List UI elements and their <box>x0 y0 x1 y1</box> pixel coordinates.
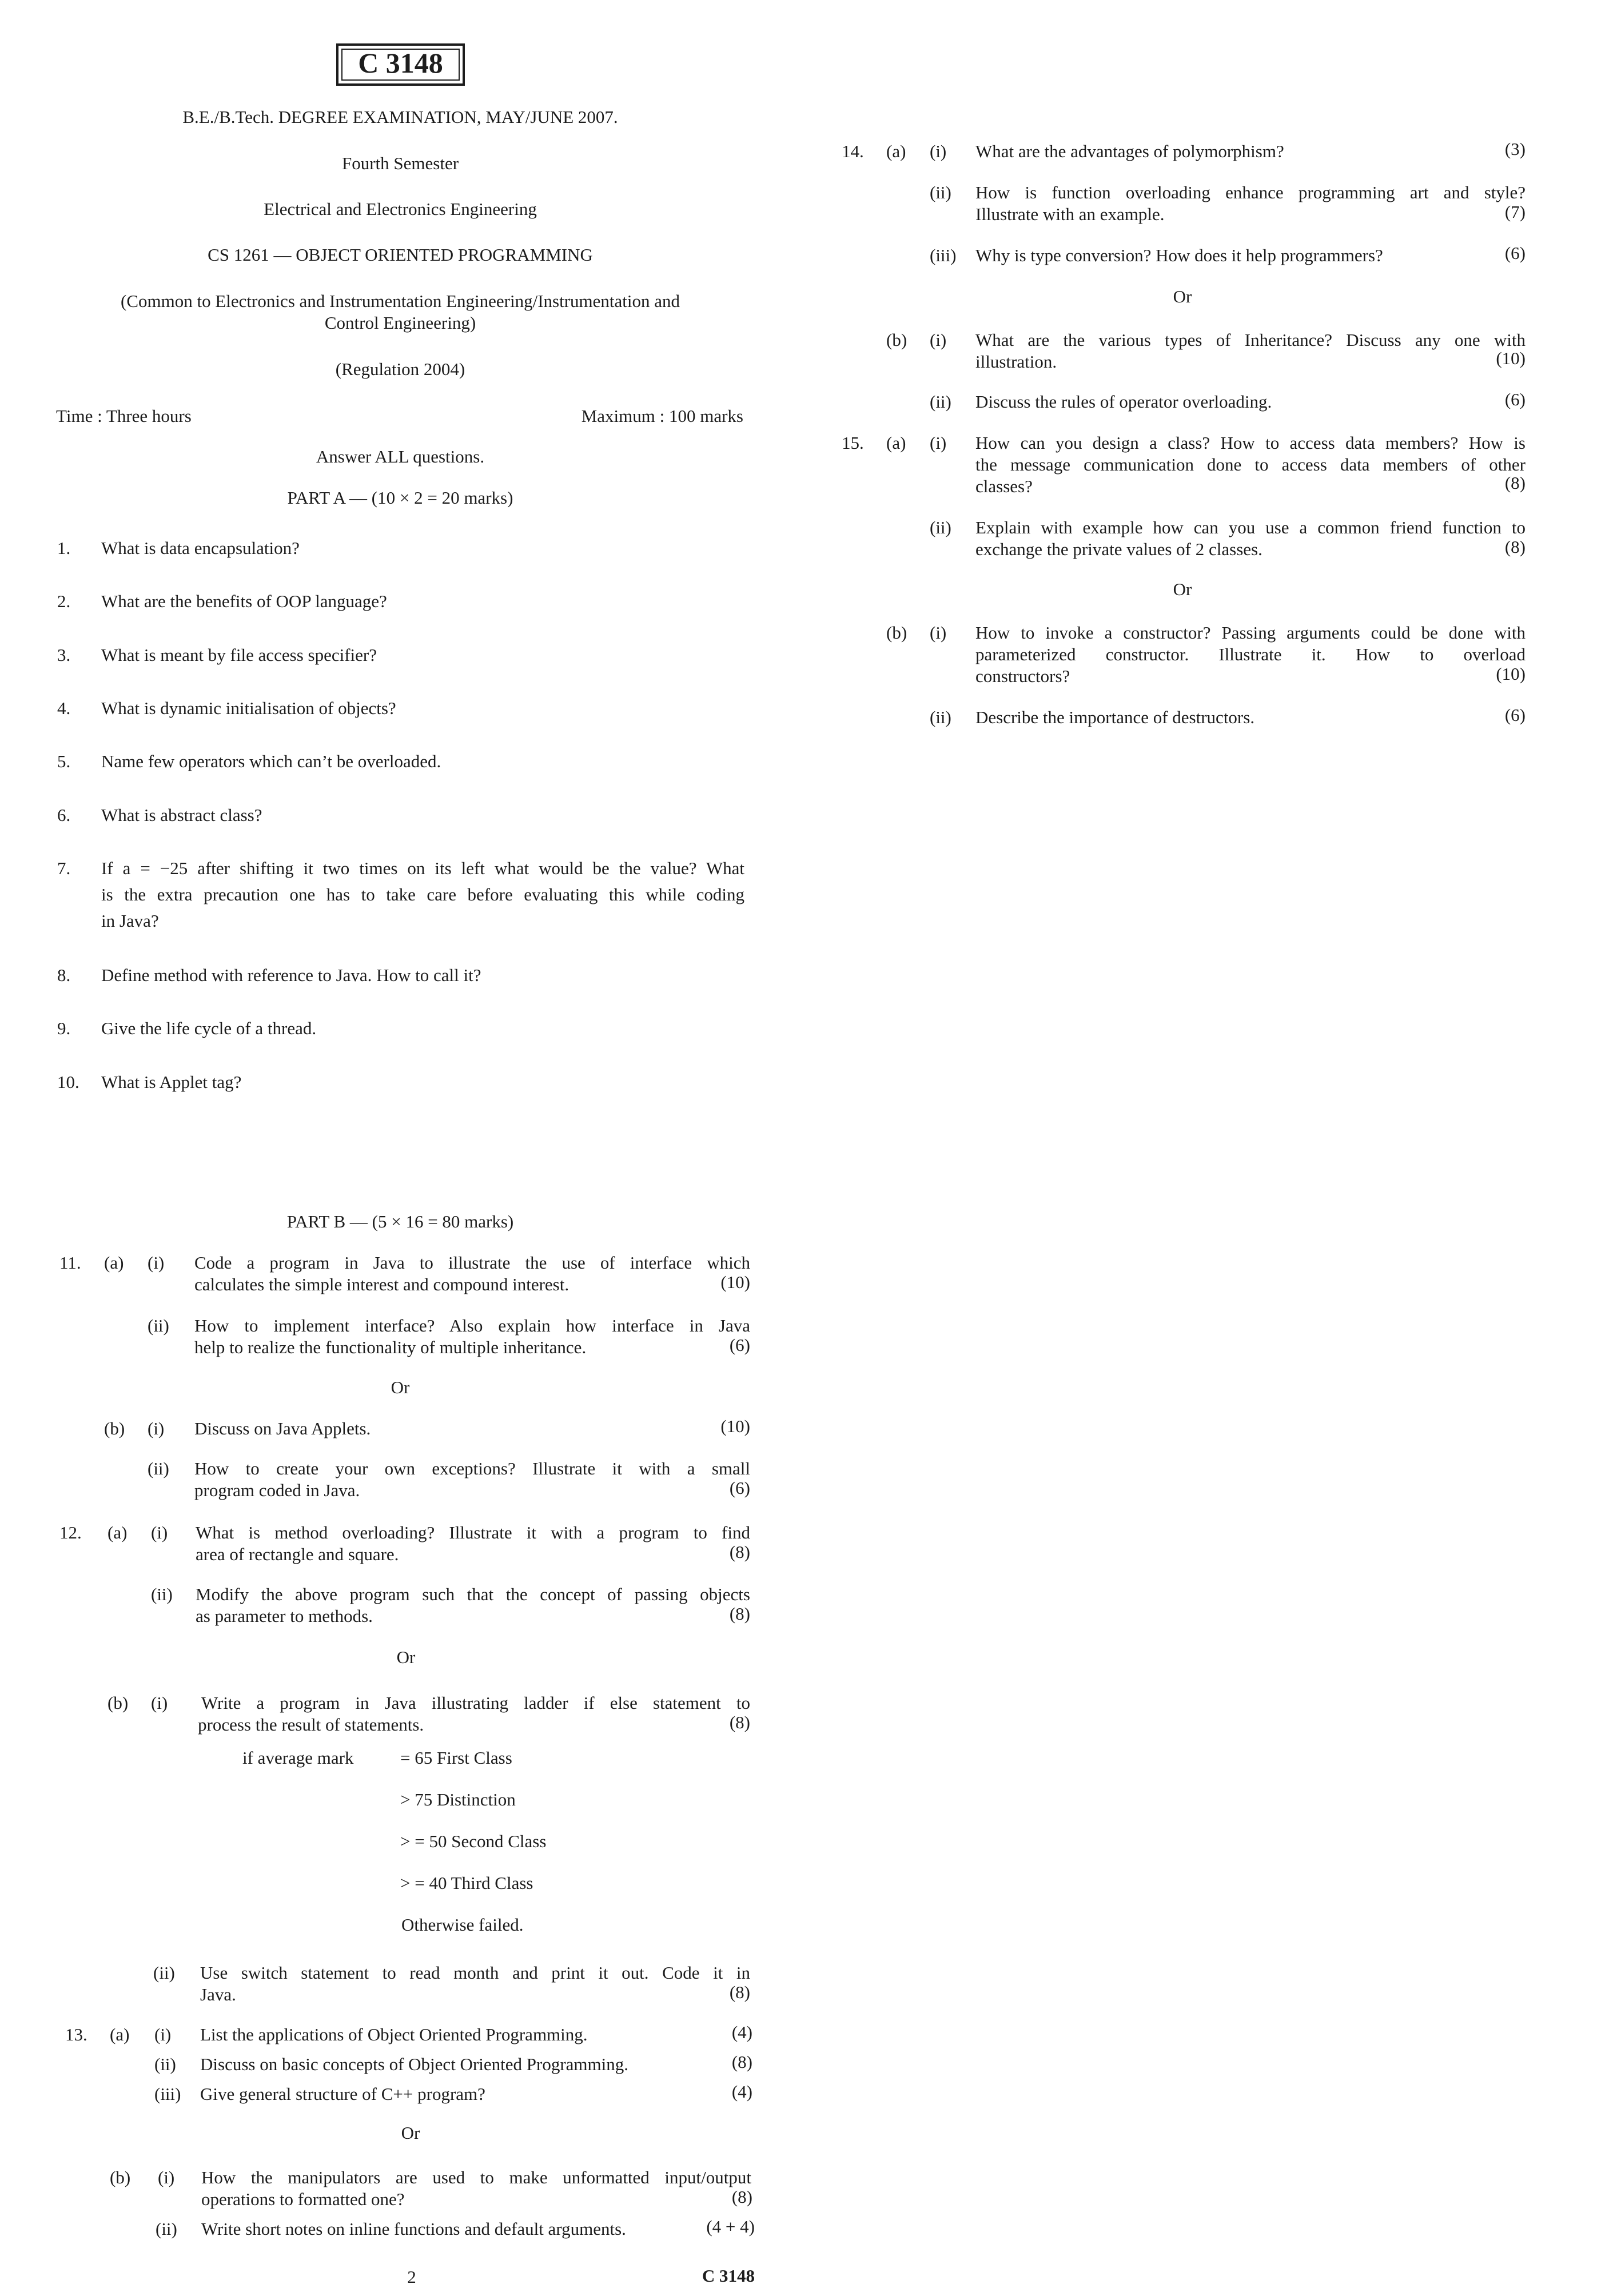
question-number: 6. <box>57 805 71 825</box>
part-b-title: PART B — (5 × 16 = 80 marks) <box>286 1211 514 1231</box>
question-text: Discuss on basic concepts of Object Oriented Programming. <box>200 2054 628 2074</box>
or-separator: Or <box>1173 286 1192 306</box>
or-separator: Or <box>391 1377 410 1397</box>
part-label: (b) <box>110 2167 131 2187</box>
subpart-label: (i) <box>154 2024 172 2044</box>
part-label: (b) <box>886 330 907 350</box>
marks: (4) <box>731 2022 752 2042</box>
question-text: Give the life cycle of a thread. <box>101 1018 317 1038</box>
marks: (8) <box>729 1604 750 1624</box>
marks: (4) <box>731 2082 752 2102</box>
subpart-label: (iii) <box>154 2084 181 2104</box>
question-text: What is Applet tag? <box>101 1072 242 1092</box>
question-text: What are the various types of Inheritance? Discuss any one with <box>975 330 1526 350</box>
question-text: What is data encapsulation? <box>101 538 300 558</box>
question-number: 1. <box>57 538 71 558</box>
ladder-label: if average mark <box>242 1748 354 1768</box>
question-number: 7. <box>57 858 71 878</box>
subpart-label: (ii) <box>148 1458 169 1478</box>
subpart-label: (i) <box>151 1522 168 1542</box>
marks: (8) <box>1504 537 1526 557</box>
part-label: (a) <box>107 1522 128 1542</box>
part-label: (a) <box>886 433 906 453</box>
marks: (6) <box>1504 389 1526 409</box>
question-text: classes? <box>975 476 1033 496</box>
marks: (4 + 4) <box>706 2217 755 2237</box>
part-label: (b) <box>886 623 907 643</box>
semester: Fourth Semester <box>341 153 459 173</box>
question-text: area of rectangle and square. <box>196 1544 399 1564</box>
subpart-label: (i) <box>148 1253 165 1273</box>
marks: (10) <box>1496 348 1526 368</box>
question-text: in Java? <box>101 911 159 931</box>
subpart-label: (i) <box>930 623 947 643</box>
marks: (8) <box>729 1712 750 1732</box>
question-text: Java. <box>200 1984 236 2004</box>
marks: (7) <box>1504 202 1526 222</box>
question-text: as parameter to methods. <box>196 1606 373 1626</box>
question-text: How to invoke a constructor? Passing arguments could be done with <box>975 623 1526 643</box>
common-note-line1: (Common to Electronics and Instrumentation Engineering/Instrumentation and <box>121 291 680 311</box>
question-text: List the applications of Object Oriented Programming. <box>200 2024 588 2044</box>
question-text: What are the benefits of OOP language? <box>101 591 387 611</box>
subpart-label: (i) <box>158 2167 175 2187</box>
question-text: What is method overloading? Illustrate it with a program to find <box>196 1522 750 1542</box>
question-text: Describe the importance of destructors. <box>975 707 1255 727</box>
question-text: help to realize the functionality of multiple inheritance. <box>194 1337 587 1357</box>
part-label: (b) <box>104 1418 125 1438</box>
common-note-line2: Control Engineering) <box>324 313 476 333</box>
question-text: What is meant by file access specifier? <box>101 645 377 665</box>
part-label: (b) <box>107 1693 129 1713</box>
subpart-label: (i) <box>148 1418 165 1438</box>
footer-code: C 3148 <box>702 2266 755 2286</box>
question-text: Name few operators which can’t be overloaded. <box>101 751 441 771</box>
question-number: 3. <box>57 645 71 665</box>
question-text: program coded in Java. <box>194 1480 360 1500</box>
subpart-label: (ii) <box>930 182 951 202</box>
question-text: operations to formatted one? <box>201 2189 405 2209</box>
subpart-label: (i) <box>930 330 947 350</box>
question-text: illustration. <box>975 352 1057 372</box>
question-text: is the extra precaution one has to take care before evaluating this while coding <box>101 884 744 904</box>
regulation: (Regulation 2004) <box>335 359 465 379</box>
subpart-label: (ii) <box>930 392 951 412</box>
question-number: 12. <box>59 1522 82 1542</box>
question-text: How to create your own exceptions? Illustrate it with a small <box>194 1458 750 1478</box>
question-text: Write short notes on inline functions and default arguments. <box>201 2219 626 2239</box>
question-text: How the manipulators are used to make unformatted input/output <box>201 2167 751 2187</box>
question-text: How is function overloading enhance programming art and style? <box>975 182 1526 202</box>
question-number: 8. <box>57 965 71 985</box>
ladder-condition: > 75 Distinction <box>400 1789 516 1809</box>
or-separator: Or <box>1173 579 1192 599</box>
question-text: process the result of statements. <box>198 1715 424 1735</box>
paper-code: C 3148 <box>358 47 443 79</box>
question-number: 11. <box>59 1253 81 1273</box>
department: Electrical and Electronics Engineering <box>264 199 537 219</box>
question-number: 15. <box>842 433 864 453</box>
subpart-label: (iii) <box>930 245 957 265</box>
page-number: 2 <box>407 2267 416 2287</box>
marks: (6) <box>729 1478 750 1498</box>
question-number: 14. <box>842 141 864 161</box>
question-text: Write a program in Java illustrating ladder if else statement to <box>201 1693 750 1713</box>
question-text: Give general structure of C++ program? <box>200 2084 485 2104</box>
maximum-marks: Maximum : 100 marks <box>581 406 743 426</box>
question-text: calculates the simple interest and compound interest. <box>194 1274 569 1294</box>
question-text: Use switch statement to read month and print it out. Code it in <box>200 1963 750 1983</box>
question-number: 10. <box>57 1072 79 1092</box>
ladder-condition: Otherwise failed. <box>401 1915 524 1935</box>
marks: (6) <box>729 1335 750 1355</box>
question-text: Code a program in Java to illustrate the use of interface which <box>194 1253 750 1273</box>
ladder-condition: > = 50 Second Class <box>400 1831 547 1851</box>
marks: (3) <box>1504 139 1526 159</box>
subpart-label: (ii) <box>153 1963 175 1983</box>
question-text: If a = −25 after shifting it two times on its left what would be the value? What <box>101 858 744 878</box>
part-label: (a) <box>886 141 906 161</box>
subpart-label: (ii) <box>151 1584 173 1604</box>
instructions: Answer ALL questions. <box>316 447 485 467</box>
marks: (6) <box>1504 243 1526 263</box>
subpart-label: (i) <box>930 433 947 453</box>
question-text: Illustrate with an example. <box>975 204 1165 224</box>
question-text: Explain with example how can you use a common friend function to <box>975 517 1526 537</box>
question-text: exchange the private values of 2 classes. <box>975 539 1262 559</box>
marks: (10) <box>720 1416 750 1436</box>
subpart-label: (ii) <box>148 1316 169 1336</box>
question-number: 5. <box>57 751 71 771</box>
ladder-condition: = 65 First Class <box>400 1748 512 1768</box>
marks: (8) <box>1504 473 1526 493</box>
question-text: What is dynamic initialisation of objects? <box>101 698 396 718</box>
question-text: constructors? <box>975 666 1070 686</box>
subpart-label: (ii) <box>156 2219 177 2239</box>
question-text: the message communication done to access data members of other <box>975 455 1526 475</box>
question-text: What are the advantages of polymorphism? <box>975 141 1284 161</box>
subpart-label: (ii) <box>154 2054 176 2074</box>
question-text: Why is type conversion? How does it help programmers? <box>975 245 1383 265</box>
or-separator: Or <box>396 1647 416 1667</box>
question-text: Discuss the rules of operator overloading. <box>975 392 1272 412</box>
marks: (8) <box>729 1982 750 2002</box>
ladder-condition: > = 40 Third Class <box>400 1873 533 1893</box>
subpart-label: (ii) <box>930 517 951 537</box>
part-label: (a) <box>104 1253 124 1273</box>
subpart-label: (ii) <box>930 707 951 727</box>
question-text: How can you design a class? How to access data members? How is <box>975 433 1526 453</box>
marks: (8) <box>731 2187 752 2207</box>
question-text: Define method with reference to Java. How to call it? <box>101 965 481 985</box>
or-separator: Or <box>401 2123 420 2143</box>
question-text: How to implement interface? Also explain how interface in Java <box>194 1316 750 1336</box>
question-number: 2. <box>57 591 71 611</box>
question-text: Discuss on Java Applets. <box>194 1418 371 1438</box>
question-text: parameterized constructor. Illustrate it. How to overload <box>975 644 1526 664</box>
question-text: Modify the above program such that the concept of passing objects <box>196 1584 750 1604</box>
marks: (10) <box>720 1272 750 1292</box>
subpart-label: (i) <box>930 141 947 161</box>
part-label: (a) <box>110 2024 130 2044</box>
marks: (8) <box>731 2052 752 2072</box>
marks: (10) <box>1496 664 1526 684</box>
question-number: 9. <box>57 1018 71 1038</box>
time-allowed: Time : Three hours <box>56 406 192 426</box>
course-title: CS 1261 — OBJECT ORIENTED PROGRAMMING <box>208 245 593 265</box>
subpart-label: (i) <box>151 1693 168 1713</box>
question-text: What is abstract class? <box>101 805 262 825</box>
marks: (6) <box>1504 705 1526 725</box>
part-a-title: PART A — (10 × 2 = 20 marks) <box>287 488 513 508</box>
marks: (8) <box>729 1542 750 1562</box>
question-number: 13. <box>65 2024 87 2044</box>
question-number: 4. <box>57 698 71 718</box>
exam-title: B.E./B.Tech. DEGREE EXAMINATION, MAY/JUNE 2007. <box>182 107 618 127</box>
